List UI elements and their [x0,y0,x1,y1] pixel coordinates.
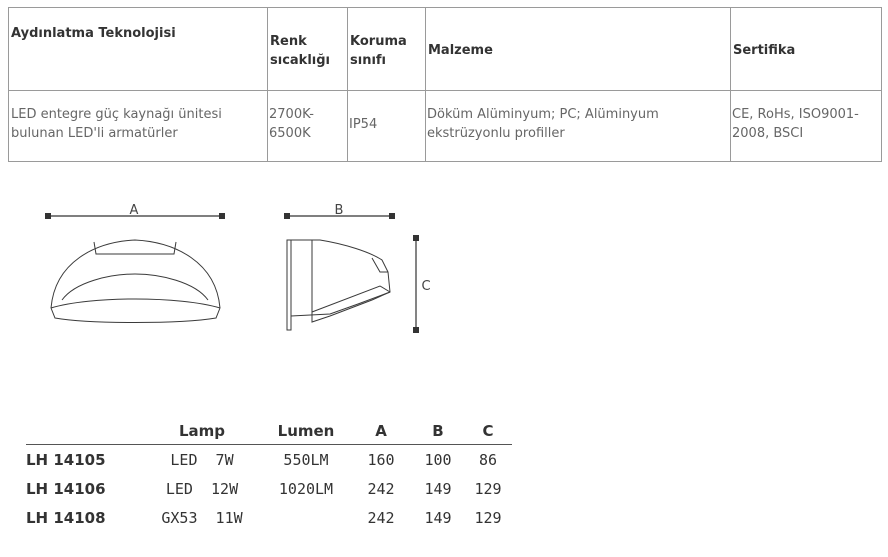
product-dim-b: 100 [424,450,452,469]
product-header-lamp: Lamp [142,418,262,445]
product-row [26,503,512,532]
product-code: LH 14105 [26,450,106,469]
product-dim-b: 149 [424,508,452,527]
product-code: LH 14108 [26,508,106,527]
product-header-c: C [464,418,512,445]
product-dim-a: 242 [367,479,395,498]
product-row [26,445,512,475]
dim-b-right-end [389,213,395,219]
header-protection-line1: Koruma [350,34,407,49]
value-material-line2: ekstrüzyonlu profiller [427,126,565,141]
value-certificate-line2: 2008, BSCI [732,126,804,141]
header-material-text: Malzeme [428,43,493,58]
product-header-lumen: Lumen [262,418,350,445]
value-technology-line1: LED entegre güç kaynağı ünitesi [11,107,222,122]
product-dim-b: 149 [424,479,452,498]
value-color-temp-line2: 6500K [269,126,311,141]
dim-label-b: B [334,203,344,218]
value-protection-text: IP54 [349,117,378,132]
front-rim [51,308,220,323]
value-technology-line2: bulunan LED'li armatürler [11,126,178,141]
product-lumen [262,503,350,532]
front-view [45,213,225,323]
product-dim-a: 160 [367,450,395,469]
product-dim-c: 129 [474,508,502,527]
product-dim-c: 86 [478,450,498,469]
product-lumen: 550LM [283,450,329,469]
front-rim-top [51,299,220,308]
dim-c-top-end [413,235,419,241]
product-header-b: B [412,418,464,445]
dim-a-left-end [45,213,51,219]
side-view [284,213,395,330]
dim-label-c: C [421,279,431,294]
product-table [26,418,512,532]
dim-a-right-end [219,213,225,219]
header-color-temp-line2: sıcaklığı [270,53,330,68]
product-lamp: LED 7W [170,450,234,469]
front-lens-curve [62,274,208,300]
product-dim-c: 129 [474,479,502,498]
product-code: LH 14106 [26,479,106,498]
side-backplate [287,240,291,330]
dim-c-bottom-end [413,327,419,333]
product-header-row [26,418,512,445]
side-cap-notch [372,258,388,272]
front-top-cap [94,242,176,254]
value-certificate-line1: CE, RoHs, ISO9001- [732,107,859,122]
dim-b-left-end [284,213,290,219]
product-header-a: A [350,418,412,445]
product-lumen: 1020LM [278,479,334,498]
header-protection-line2: sınıfı [350,53,387,68]
product-lamp: GX53 11W [161,508,243,527]
height-dimension [413,235,419,333]
product-header-code [26,418,142,445]
dim-label-a: A [129,203,139,218]
product-lamp: LED 12W [165,479,239,498]
header-color-temp-line1: Renk [270,34,307,49]
product-dim-a: 242 [367,508,395,527]
header-certificate-text: Sertifika [733,43,796,58]
product-row [26,474,512,503]
value-color-temp-line1: 2700K- [269,107,314,122]
side-body-outline [291,240,390,316]
value-material-line1: Döküm Alüminyum; PC; Alüminyum [427,107,659,122]
header-technology-text: Aydınlatma Teknolojisi [11,26,176,41]
